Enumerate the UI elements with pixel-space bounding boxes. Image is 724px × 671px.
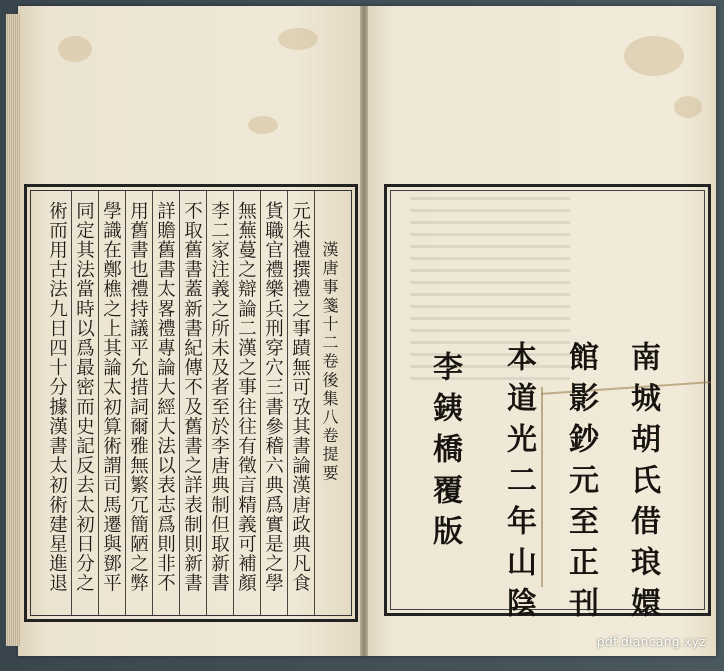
right-colophon-frame <box>384 184 711 628</box>
text-column: 同定其法當時以爲最密而史記反去太初日分之 <box>73 201 95 593</box>
column-rule <box>260 191 261 615</box>
column-rule <box>314 191 315 615</box>
column-rule <box>179 191 180 615</box>
book-gutter <box>360 6 368 656</box>
left-text-frame <box>24 184 358 622</box>
column-rule <box>98 191 99 615</box>
text-column: 貨職官禮樂兵刑穿穴三書參稽六典爲實是之學 <box>262 201 284 593</box>
text-column: 術而用古法九日四十分據漢書太初術建星進退 <box>46 201 68 593</box>
colophon-line: 李銕橋覆版 <box>427 351 462 556</box>
column-rule <box>71 191 72 615</box>
right-colophon-frame-inner <box>390 190 705 628</box>
colophon-line: 南城胡氏借琅嬛 <box>625 341 660 628</box>
text-column: 用舊書也禮持議平允措詞爾雅無繁冗簡陋之弊 <box>127 201 149 593</box>
column-rule <box>206 191 207 615</box>
text-column: 詳贍舊書太畧禮專論大經大法以表志爲則非不 <box>154 201 176 593</box>
text-column: 無蕪蔓之辯論二漢之事往往有徵言精義可補顏 <box>235 201 257 593</box>
colophon-line: 館影鈔元至正刊 <box>563 341 598 628</box>
column-rule <box>233 191 234 615</box>
page-edges <box>6 14 20 646</box>
left-text-frame-inner <box>30 190 352 616</box>
column-rule <box>287 191 288 615</box>
paper-crease <box>541 387 543 587</box>
text-column: 不取舊書蓋新書紀傳不及舊書之詳表制則新書 <box>181 201 203 593</box>
text-column: 元朱禮撰禮之事蹟無可攷其書論漢唐政典凡食 <box>289 201 311 593</box>
column-rule <box>125 191 126 615</box>
text-column: 學識在鄭樵之上其論太初算術謂司馬遷與鄧平 <box>100 201 122 593</box>
column-rule <box>152 191 153 615</box>
colophon-line: 本道光二年山陰 <box>501 341 536 628</box>
watermark: pdf.diancang.xyz <box>596 634 706 649</box>
text-column-heading: 漢唐事箋十二卷後集八卷提要 <box>320 241 339 483</box>
text-column: 李二家注義之所未及者至於李唐典制但取新書 <box>208 201 230 593</box>
